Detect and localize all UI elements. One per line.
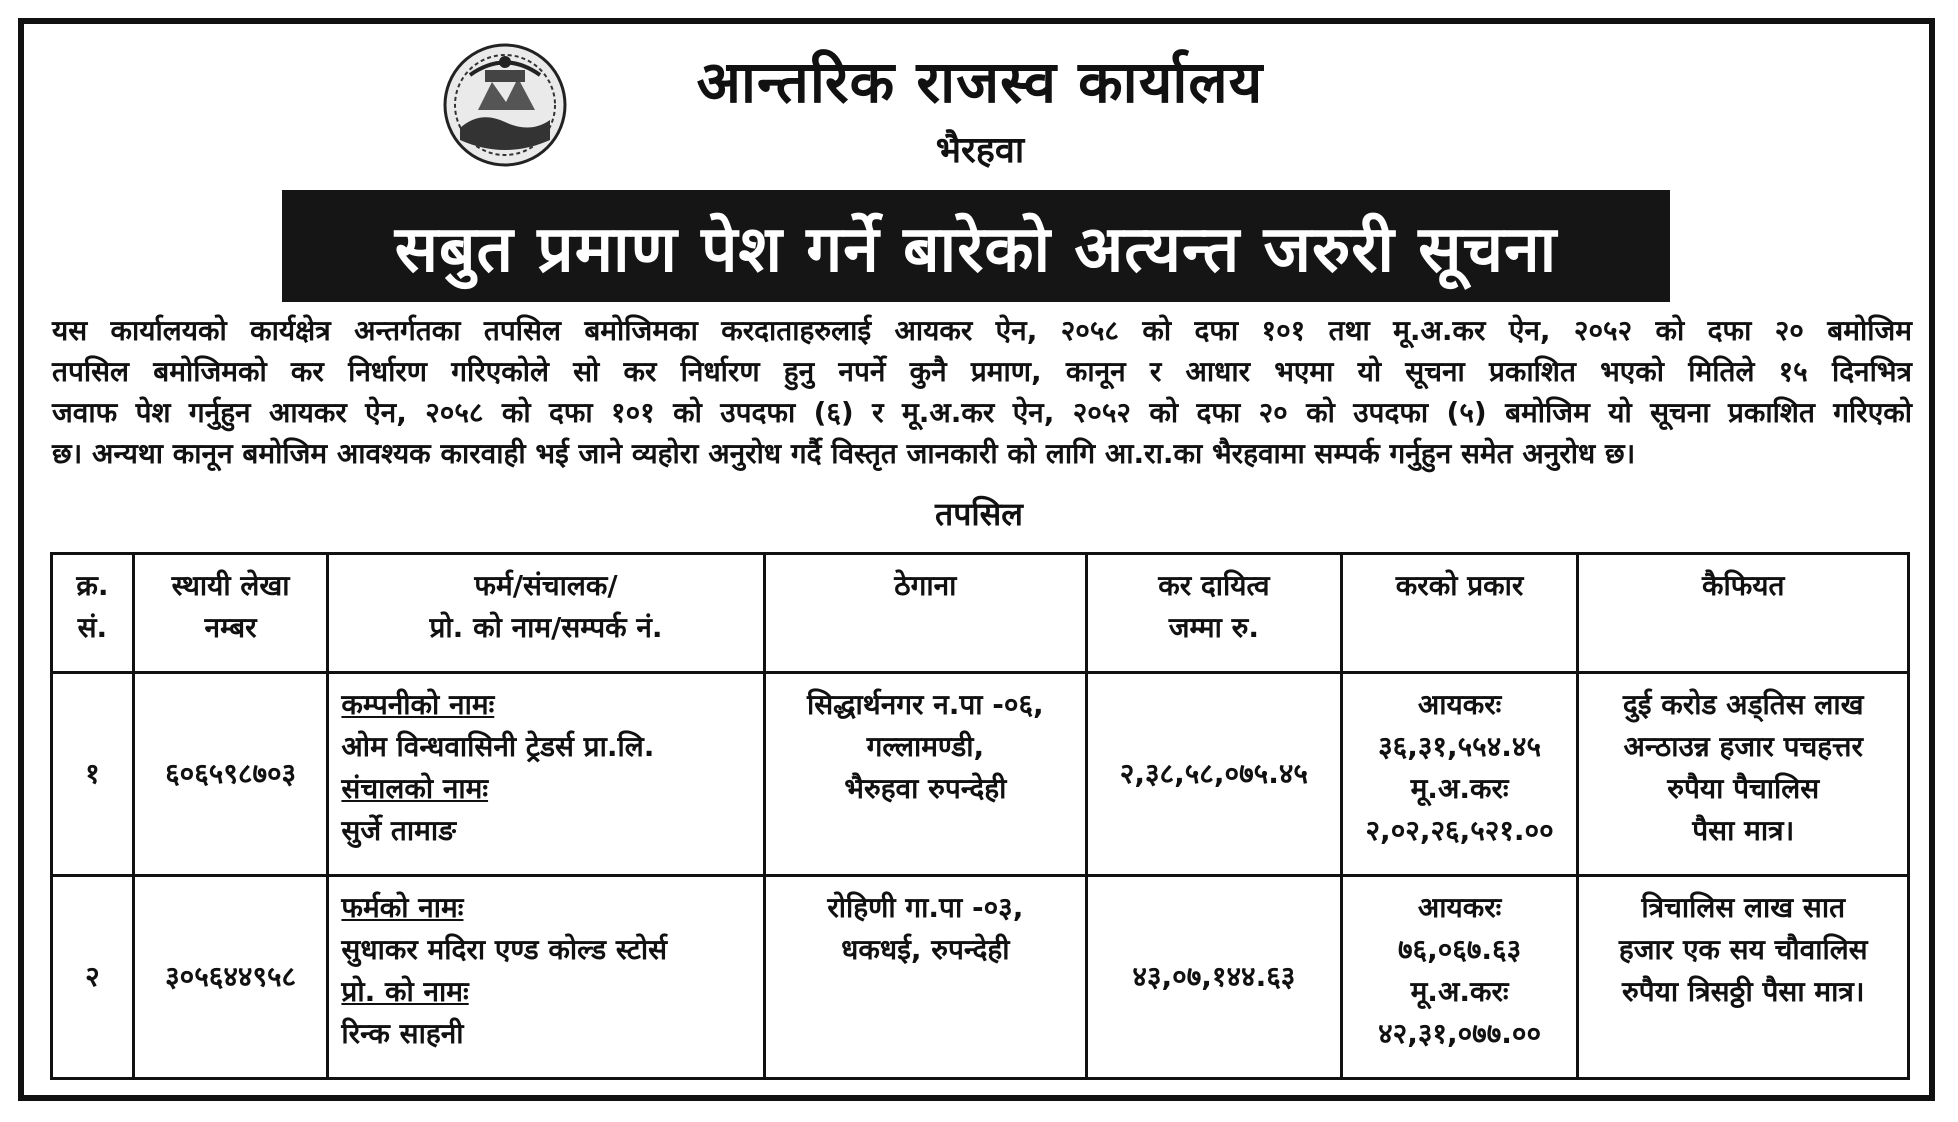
header-tax-amount: कर दायित्व जम्मा रु. (1087, 554, 1342, 673)
taxpayer-schedule-table (50, 552, 1910, 1080)
notice-body (52, 310, 1912, 474)
table-header-row (52, 554, 1909, 673)
header-tax-type: करको प्रकार (1341, 554, 1578, 673)
notice-title-banner (282, 190, 1670, 302)
cell-address: रोहिणी गा.पा -०३, धकधई, रुपन्देही (764, 876, 1086, 1079)
firm-name: सुधाकर मदिरा एण्ड कोल्ड स्टोर्स (341, 933, 668, 966)
person-name: रिन्क साहनी (341, 1017, 464, 1050)
header-remarks: कैफियत (1578, 554, 1909, 673)
office-name: आन्तरिक राजस्व कार्यालय (696, 48, 1264, 116)
cell-pan-number: ६०६५९८७०३ (133, 673, 328, 876)
cell-firm (328, 876, 764, 1079)
cell-tax-type: आयकरः ७६,०६७.६३ मू.अ.करः ४२,३१,०७७.०० (1341, 876, 1578, 1079)
cell-address: सिद्धार्थनगर न.पा -०६, गल्लामण्डी, भैरुहवा रुपन्देही (764, 673, 1086, 876)
person-label: संचालको नामः (341, 772, 489, 805)
office-location: भैरहवा (935, 130, 1025, 171)
cell-remarks: दुई करोड अड्तिस लाख अन्ठाउन्न हजार पचहत्तर रुपैया पैचालिस पैसा मात्र। (1578, 673, 1909, 876)
cell-tax-amount: २,३८,५८,०७५.४५ (1087, 673, 1342, 876)
cell-serial-number: २ (52, 876, 134, 1079)
header-serial-number: क्र. सं. (52, 554, 134, 673)
person-label: प्रो. को नामः (341, 975, 469, 1008)
cell-remarks: त्रिचालिस लाख सात हजार एक सय चौवालिस रुपैया त्रिसठ्ठी पैसा मात्र। (1578, 876, 1909, 1079)
table-row (52, 673, 1909, 876)
notice-title: सबुत प्रमाण पेश गर्ने बारेको अत्यन्त जरुरी सूचना (394, 212, 1558, 287)
nepal-government-emblem-icon (440, 40, 570, 170)
cell-tax-amount: ४३,०७,१४४.६३ (1087, 876, 1342, 1079)
notice-line: जवाफ पेश गर्नुहुन आयकर ऐन, २०५८ को दफा १०१ को उपदफा (६) र मू.अ.कर ऐन, २०५२ को दफा २० को उपदफा (५) बमोजिम यो सूचना प्रकाशित गरिएको (52, 396, 1912, 429)
header-address: ठेगाना (764, 554, 1086, 673)
table-row (52, 876, 1909, 1079)
notice-line: यस कार्यालयको कार्यक्षेत्र अन्तर्गतका तपसिल बमोजिमका करदाताहरुलाई आयकर ऐन, २०५८ को दफा १०१ तथा मू.अ.कर ऐन, २०५२ को दफा २० बमोजिम (52, 314, 1912, 347)
cell-pan-number: ३०५६४४९५८ (133, 876, 328, 1079)
header-pan-number: स्थायी लेखा नम्बर (133, 554, 328, 673)
schedule-title: तपसिल (934, 495, 1024, 533)
cell-serial-number: १ (52, 673, 134, 876)
notice-line: तपसिल बमोजिमको कर निर्धारण गरिएकोले सो कर निर्धारण हुनु नपर्ने कुनै प्रमाण, कानून र आधार भएमा यो सूचना प्रकाशित भएको मितिले १५ दिनभित्र (52, 355, 1912, 388)
notice-line: छ। अन्यथा कानून बमोजिम आवश्यक कारवाही भई जाने व्यहोरा अनुरोध गर्दै विस्तृत जानकारी को लागि आ.रा.का भैरहवामा सम्पर्क गर्नुहुन समेत अनुरोध छ। (52, 437, 1636, 470)
person-name: सुर्जे तामाङ (341, 814, 456, 847)
header-firm-name: फर्म/संचालक/ प्रो. को नाम/सम्पर्क नं. (328, 554, 764, 673)
firm-label: फर्मको नामः (341, 891, 464, 924)
cell-tax-type: आयकरः ३६,३१,५५४.४५ मू.अ.करः २,०२,२६,५२१.०० (1341, 673, 1578, 876)
firm-name: ओम विन्धवासिनी ट्रेडर्स प्रा.लि. (341, 730, 655, 763)
cell-firm (328, 673, 764, 876)
firm-label: कम्पनीको नामः (341, 688, 495, 721)
